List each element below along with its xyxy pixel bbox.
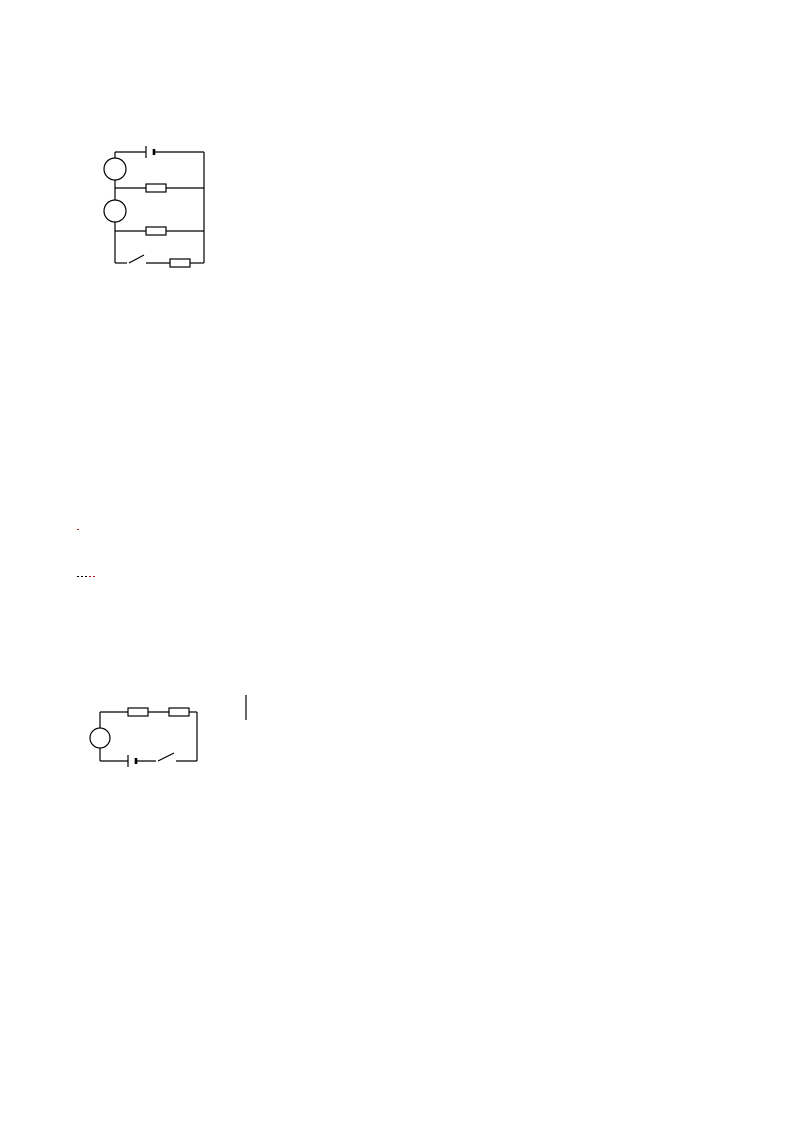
q1-analysis-line10 xyxy=(76,567,96,587)
q1-circuit-diagram xyxy=(100,140,215,285)
q2-circuit-jia xyxy=(84,686,209,798)
q1-ohm-numerator xyxy=(77,529,79,530)
q1-ratio-frac2-num xyxy=(81,576,83,577)
q1-analysis-line9 xyxy=(76,520,80,540)
q1-ratio-frac5-num xyxy=(93,576,95,577)
q1-ratio-frac4 xyxy=(89,576,91,577)
q1-ratio-frac5 xyxy=(93,576,95,577)
q1-ratio-frac4-num xyxy=(89,576,91,577)
q2-circuit-yi xyxy=(206,672,331,802)
q1-ratio-frac2 xyxy=(81,576,83,577)
q1-ratio-frac1-num xyxy=(77,576,79,577)
q1-ratio-frac1 xyxy=(77,576,79,577)
q1-ratio-frac3-num xyxy=(85,576,87,577)
q1-ratio-frac3 xyxy=(85,576,87,577)
q1-ohm-fraction xyxy=(77,529,79,530)
